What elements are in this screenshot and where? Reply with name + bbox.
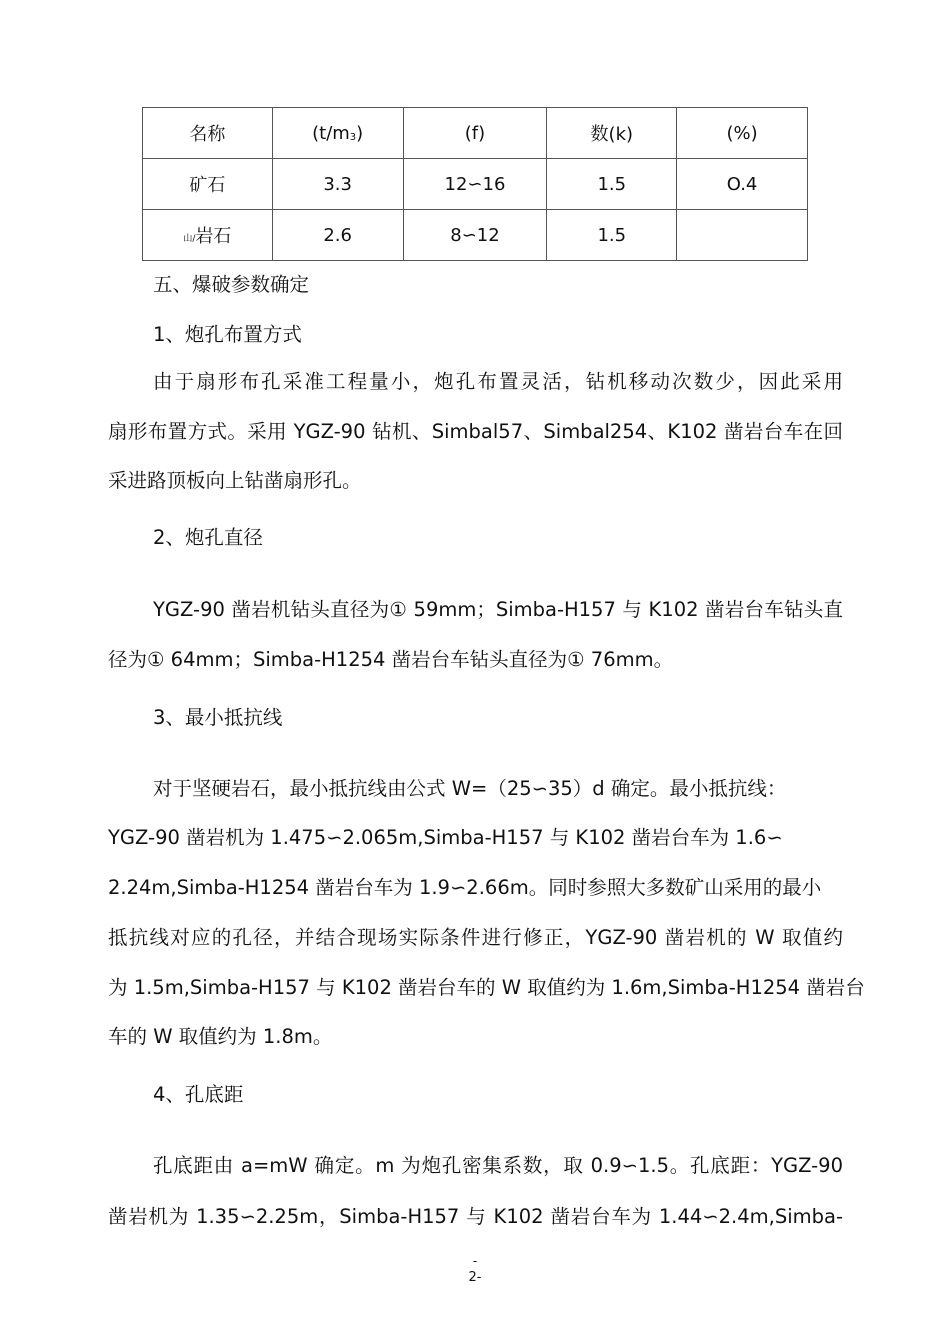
table-cell bbox=[143, 210, 273, 261]
section-heading-blast-parameters: 五、爆破参数确定 bbox=[153, 273, 310, 296]
paragraph-line: 车的 W 取值约为 1.8m。 bbox=[108, 1025, 333, 1048]
header-cell-coefficient bbox=[547, 108, 677, 159]
subheading-hole-layout: 1、炮孔布置方式 bbox=[153, 323, 302, 346]
header-density-text bbox=[312, 123, 363, 144]
table-cell bbox=[272, 159, 403, 210]
subheading-burden: 3、最小抵抗线 bbox=[153, 706, 283, 729]
coefficient-value: 1.5 bbox=[597, 224, 627, 246]
table-cell bbox=[403, 159, 547, 210]
row-label: 岩石 bbox=[195, 226, 232, 247]
coefficient-value: 1.5 bbox=[597, 173, 627, 195]
subheading-hole-bottom-spacing: 4、孔底距 bbox=[153, 1083, 244, 1106]
header-cell-density bbox=[272, 108, 403, 159]
header-cell-name bbox=[143, 108, 273, 159]
paragraph-line: 为 1.5m,Simba-H157 与 K102 凿岩台车的 W 取值约为 1.6m,Simba-H1254 凿岩台 bbox=[108, 976, 865, 999]
paragraph-line: 孔底距由 a=mW 确定。m 为炮孔密集系数，取 0.9∽1.5。孔底距：YGZ-90 bbox=[153, 1154, 843, 1177]
paragraph-line: 由于扇形布孔采准工程量小，炮孔布置灵活，钻机移动次数少，因此采用 bbox=[153, 370, 843, 393]
subheading-hole-diameter: 2、炮孔直径 bbox=[153, 526, 263, 549]
table-header-row bbox=[143, 108, 808, 159]
row-label: 矿石 bbox=[189, 175, 226, 196]
table-row bbox=[143, 210, 808, 261]
paragraph-line: 对于坚硬岩石，最小抵抗线由公式 W=（25∽35）d 确定。最小抵抗线： bbox=[153, 777, 787, 800]
header-hardness-text: (f) bbox=[464, 122, 486, 144]
percent-value: O.4 bbox=[726, 173, 758, 195]
header-cell-hardness bbox=[403, 108, 547, 159]
header-coefficient-text: 数(k) bbox=[590, 124, 634, 145]
header-name-text: 名称 bbox=[189, 124, 226, 145]
table-cell bbox=[677, 159, 808, 210]
density-unit-text: (t/m bbox=[312, 122, 350, 144]
header-percent-text: (%) bbox=[726, 122, 758, 144]
hardness-value: 8∽12 bbox=[450, 224, 500, 246]
paragraph-line: 扇形布置方式。采用 YGZ-90 钻机、Simbal57、Simbal254、K102 凿岩台车在回 bbox=[108, 420, 843, 443]
table-cell bbox=[547, 210, 677, 261]
paragraph-line: YGZ-90 凿岩机为 1.475∽2.065m,Simba-H157 与 K102 凿岩台车为 1.6∽ bbox=[108, 826, 783, 849]
table-row bbox=[143, 159, 808, 210]
table-cell bbox=[547, 159, 677, 210]
density-value: 3.3 bbox=[323, 173, 352, 195]
paragraph-line: YGZ-90 凿岩机钻头直径为① 59mm；Simba-H157 与 K102 凿岩台车钻头直 bbox=[153, 598, 843, 621]
rock-properties-table bbox=[142, 107, 808, 261]
density-unit-close: ) bbox=[356, 122, 364, 144]
paragraph-line: 抵抗线对应的孔径，并结合现场实际条件进行修正，YGZ-90 凿岩机的 W 取值约 bbox=[108, 926, 843, 949]
page-number: 2- bbox=[468, 1270, 482, 1285]
row-label-prefix: 山/ bbox=[183, 234, 196, 244]
table-cell bbox=[677, 210, 808, 261]
paragraph-line: 凿岩机为 1.35∽2.25m，Simba-H157 与 K102 凿岩台车为 1.44∽2.4m,Simba- bbox=[108, 1205, 843, 1228]
header-cell-percent bbox=[677, 108, 808, 159]
page-footer-dash: - bbox=[472, 1254, 478, 1268]
table-cell bbox=[143, 159, 273, 210]
paragraph-line: 2.24m,Simba-H1254 凿岩台车为 1.9∽2.66m。同时参照大多数矿山采用的最小 bbox=[108, 876, 822, 899]
paragraph-line: 径为① 64mm；Simba-H1254 凿岩台车钻头直径为① 76mm。 bbox=[108, 648, 674, 671]
density-value: 2.6 bbox=[323, 224, 352, 246]
table-cell bbox=[272, 210, 403, 261]
paragraph-line: 采进路顶板向上钻凿扇形孔。 bbox=[108, 469, 362, 492]
hardness-value: 12∽16 bbox=[444, 173, 506, 195]
table-cell bbox=[403, 210, 547, 261]
density-unit-subscript: 3 bbox=[349, 131, 357, 143]
